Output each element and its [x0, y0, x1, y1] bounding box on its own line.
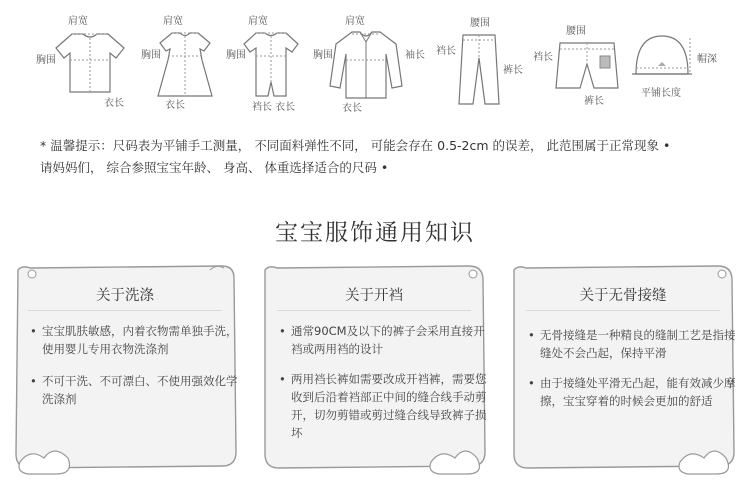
card-bullet: • 宝宝肌肤敏感，内着衣物需单独手洗，使用婴儿专用衣物洗涤剂	[30, 324, 238, 356]
tee-length-label: 衣长	[104, 98, 124, 109]
garment-size-diagram	[0, 0, 750, 125]
romper-crotch-length-label: 裆长 衣长	[252, 102, 296, 113]
card-bullet: • 无骨接缝是一种精良的缝制工艺是指接缝处不会凸起，保持平滑	[528, 328, 736, 360]
bullet-text: 由于接缝处平滑无凸起，能有效减少摩擦，宝宝穿着的时候会更加的舒适	[540, 376, 736, 408]
card-bullet: • 由于接缝处平滑无凸起，能有效减少摩擦，宝宝穿着的时候会更加的舒适	[528, 376, 736, 408]
jacket-icon	[326, 28, 406, 104]
pants-waist-label: 腰围	[470, 18, 490, 29]
shorts-waist-label: 腰围	[566, 26, 586, 37]
pants-crotch-label: 裆长	[436, 46, 456, 57]
dress-icon	[150, 30, 220, 102]
card-washing	[10, 262, 240, 480]
shorts-length-label: 裤长	[584, 96, 604, 107]
shorts-icon	[552, 40, 622, 94]
romper-chest-label: 胸围	[226, 50, 246, 61]
jacket-sleeve-label: 袖长	[405, 50, 425, 61]
romper-icon	[236, 30, 306, 102]
tee-shoulder-label: 肩宽	[68, 16, 88, 27]
dress-shoulder-label: 肩宽	[163, 16, 183, 27]
tee-icon	[50, 30, 130, 100]
card-title: 关于洗涤	[96, 288, 154, 304]
bullet-text: 两用裆长裤如需要改成开裆裤，需要您收到后沿着裆部正中间的缝合线手动剪开，切勿剪错或剪过缝合线导致裤子损坏	[291, 372, 487, 440]
romper-shoulder-label: 肩宽	[248, 16, 268, 27]
pants-icon	[455, 32, 503, 108]
section-title: 宝宝服饰通用知识	[275, 220, 475, 246]
bullet-text: 通常90CM及以下的裤子会采用直接开裆或两用裆的设计	[291, 324, 485, 356]
card-divider	[28, 310, 222, 311]
bullet-text: 宝宝肌肤敏感，内着衣物需单独手洗，使用婴儿专用衣物洗涤剂	[42, 324, 238, 356]
jacket-shoulder-label: 肩宽	[345, 16, 365, 27]
card-bullet: • 不可干洗、不可漂白、不使用强效化学洗涤剂	[30, 374, 238, 406]
dress-chest-label: 胸围	[141, 50, 161, 61]
hat-depth-label: 帽深	[697, 54, 717, 65]
card-title: 关于无骨接缝	[579, 288, 667, 304]
card-open-crotch	[259, 262, 489, 480]
card-seamless	[508, 262, 738, 480]
bullet-text: 无骨接缝是一种精良的缝制工艺是指接缝处不会凸起，保持平滑	[540, 328, 736, 360]
tee-chest-label: 胸围	[36, 55, 56, 66]
card-divider	[526, 310, 720, 311]
size-tip-line-1: * 温馨提示：尺码表为平铺手工测量， 不同面料弹性不同， 可能会存在 0.5-2cm 的误差， 此范围属于正常现象 •	[40, 138, 671, 153]
pants-length-label: 裤长	[503, 65, 523, 76]
jacket-chest-label: 胸围	[313, 50, 333, 61]
size-tip-line-2: 请妈妈们， 综合参照宝宝年龄、 身高、 体重选择适合的尺码 •	[40, 160, 389, 175]
bullet-text: 不可干洗、不可漂白、不使用强效化学洗涤剂	[42, 374, 238, 406]
dress-length-label: 衣长	[165, 100, 185, 111]
card-bullet: • 两用裆长裤如需要改成开裆裤，需要您收到后沿着裆部正中间的缝合线手动剪开，切勿剪错或剪过缝合线导致裤子损坏	[279, 372, 487, 440]
card-divider	[277, 310, 471, 311]
hat-flat-length-label: 平铺长度	[641, 88, 681, 99]
card-bullet: • 通常90CM及以下的裤子会采用直接开裆或两用裆的设计	[279, 324, 485, 356]
card-title: 关于开裆	[345, 288, 403, 304]
jacket-length-label: 衣长	[342, 103, 362, 114]
shorts-crotch-label: 裆长	[533, 52, 553, 63]
hat-icon	[630, 30, 694, 82]
